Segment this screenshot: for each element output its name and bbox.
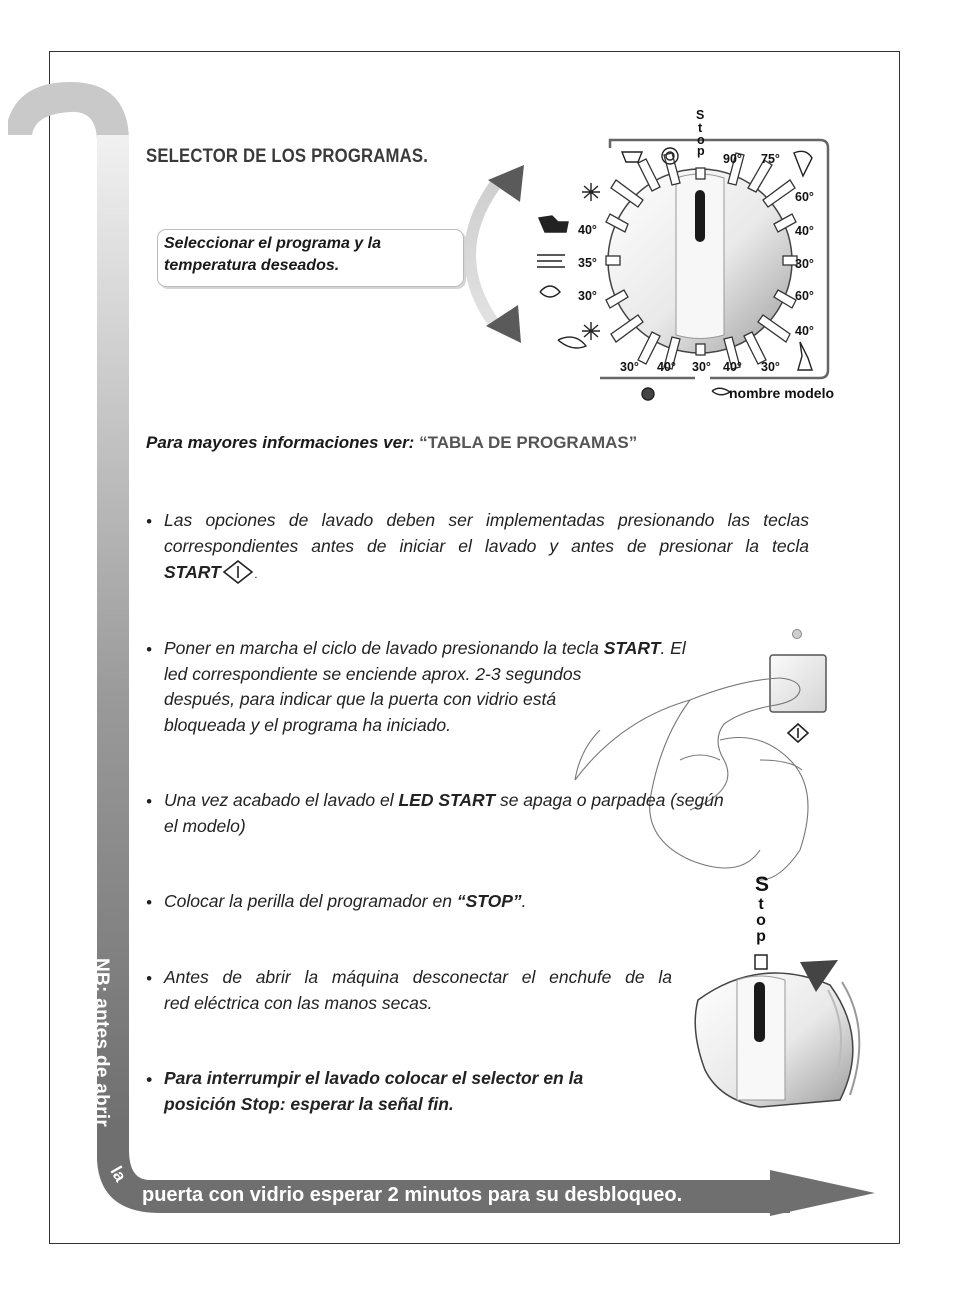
model-name-label: nombre modelo — [729, 385, 835, 401]
nb-la-text: la — [106, 1163, 131, 1185]
dial-stop-letter: p — [697, 144, 705, 158]
dial-temp-label: 40° — [795, 324, 814, 338]
bullet-dot: • — [146, 893, 152, 912]
start-key-symbol — [788, 724, 808, 742]
dial-temp-label: 35° — [578, 256, 597, 270]
callout-text: Seleccionar el programa y la temperatura deseados. — [164, 235, 381, 274]
bullet-start-cycle: Poner en marcha el ciclo de lavado presionando la tecla START. El led correspondiente se enciende aprox. 2-3 segundos después, para indicar que la puerta con vidrio está bloqueada y el programa ha iniciado. — [164, 638, 686, 735]
dial-temp-label: 40° — [795, 224, 814, 238]
program-table-reference: “TABLA DE PROGRAMAS” — [419, 433, 638, 452]
stop-knob-letter: p — [756, 928, 766, 945]
stop-knob-letter: t — [758, 896, 764, 913]
start-diamond-icon — [221, 559, 255, 585]
nb-vertical-text: NB: antes de abrir — [91, 958, 112, 1128]
bullet-dot: • — [146, 792, 152, 811]
more-info-line — [146, 433, 637, 453]
dial-pointer — [695, 190, 705, 242]
dial-temp-label: 90° — [723, 152, 742, 166]
bullet-interrupt: Para interrumpir el lavado colocar el selector en la posición Stop: esperar la señal fin. — [164, 1068, 584, 1114]
dial-temp-label: 30° — [620, 360, 639, 374]
dial-temp-label: 40° — [578, 223, 597, 237]
selector-arc — [470, 185, 495, 325]
dial-stop-letter: S — [696, 108, 705, 122]
stop-square — [755, 955, 767, 969]
stop-knob-letter: S — [755, 873, 770, 896]
dial-temp-label: 60° — [795, 190, 814, 204]
dial-temp-label: 40° — [723, 360, 742, 374]
bullet-options: Las opciones de lavado deben ser implementadas presionando las teclas correspondientes antes de iniciar el lavado y antes de presionar la tecla START . — [164, 508, 809, 588]
instruction-callout — [157, 229, 464, 287]
bullet-unplug: Antes de abrir la máquina desconectar el enchufe de la red eléctrica con las manos secas. — [164, 967, 672, 1013]
bullet-dot: • — [146, 1070, 152, 1089]
nb-bottom-text: puerta con vidrio esperar 2 minutos para su desbloqueo. — [142, 1184, 683, 1206]
more-info-lead: Para mayores informaciones ver: — [146, 433, 415, 452]
dial-temp-label: 30° — [578, 289, 597, 303]
dial-temp-label: 40° — [657, 360, 676, 374]
dial-temp-label: 30° — [761, 360, 780, 374]
stop-knob-letter: o — [756, 912, 766, 929]
start-key — [770, 655, 826, 712]
dial-stop-letter: t — [698, 121, 703, 135]
start-key-name: START — [164, 562, 221, 582]
dial-temp-label: 30° — [692, 360, 711, 374]
stop-knob-pointer — [754, 982, 765, 1042]
dial-temp-label: 30° — [795, 257, 814, 271]
start-led — [793, 630, 802, 639]
bullet-knob-stop: Colocar la perilla del programador en “STOP”. — [164, 891, 527, 911]
dial-temp-label: 60° — [795, 289, 814, 303]
dial-stop-letter: o — [697, 133, 705, 147]
bullet-dot: • — [146, 969, 152, 988]
dial-temp-label: 75° — [761, 152, 780, 166]
bullet-dot: • — [146, 512, 152, 531]
bullet-led-off: Una vez acabado el lavado el LED START se apaga o parpadea (según el modelo) — [164, 790, 724, 836]
section-title: SELECTOR DE LOS PROGRAMAS. — [146, 146, 429, 167]
bullet-dot: • — [146, 640, 152, 659]
bottom-arrow-head — [770, 1170, 875, 1216]
